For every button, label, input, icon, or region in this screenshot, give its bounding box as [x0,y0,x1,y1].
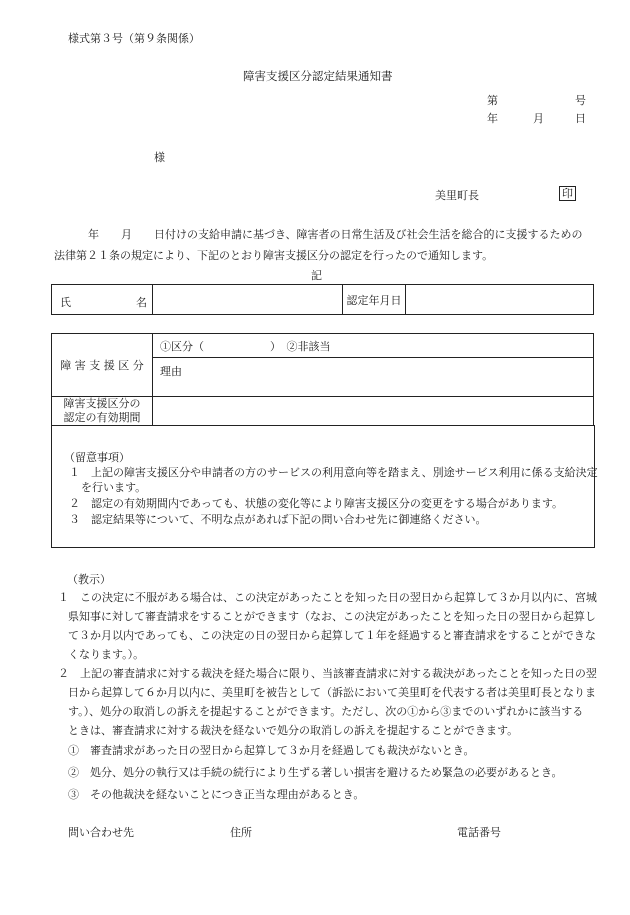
kyoji-line: ① 審査請求があった日の翌日から起算して３か月を経過しても裁決がないとき。 [68,744,475,757]
kyoji-line: 日から起算して６か月以内に、美里町を被告として（訴訟において美里町を代表する者は美里町長となりま [68,686,596,699]
validity-value-cell[interactable] [153,397,594,426]
kyoji-line: 県知事に対して審査請求をすることができます（なお、この決定があったことを知った日の翌日から起算し [68,610,596,623]
reason-cell[interactable] [153,358,594,397]
category-label-cell [52,334,153,397]
doc-number-suffix: 号 [575,94,586,107]
name-label-2: 名 [136,296,147,309]
notes-item-2: ２ 認定の有効期間内であっても、状態の変化等により障害支援区分の変更をする場合があります。 [69,497,564,510]
category-table [51,333,594,426]
body-line-1: 年 月 日付けの支給申請に基づき、障害者の日常生活及び社会生活を総合的に支援するための [88,228,583,241]
kyoji-line: す。）、処分の取消しの訴えを提起することができます。ただし、次の①から③までのいずれかに該当する [68,705,584,718]
validity-label-2: 認定の有効期間 [63,411,141,424]
name-label-cell [52,285,153,315]
date-day: 日 [575,112,586,125]
form-number: 様式第３号（第９条関係） [68,32,200,45]
doc-number-prefix: 第 [487,94,498,107]
category-label: 障 害 支 援 区 分 [60,359,144,372]
contact-label: 問い合わせ先 [68,826,134,839]
seal-mark: 印 [559,186,576,201]
kyoji-line: ときは、審査請求に対する裁決を経ないで処分の取消しの訴えを提起することができます。 [68,724,519,737]
kyoji-line: て３か月以内であっても、この決定の日の翌日から起算して１年を経過すると審査請求をすることができな [68,629,596,642]
recipient-honorific: 様 [154,151,165,164]
issuer-name: 美里町長 [435,189,479,202]
name-label-1: 氏 [60,296,71,309]
cert-date-label-text: 認定年月日 [346,293,402,307]
validity-label-cell [52,397,153,426]
notes-heading: （留意事項） [64,451,130,464]
contact-address-label: 住所 [230,826,252,839]
kyoji-heading: （教示） [67,573,111,586]
date-month: 月 [533,112,544,125]
kyoji-line: １ この決定に不服がある場合は、この決定があったことを知った日の翌日から起算して３か月以内に、宮城 [58,591,597,604]
kyoji-line: ２ 上記の審査請求に対する裁決を経た場合に限り、当該審査請求に対する裁決があったことを知った日の翌 [58,667,597,680]
category-options-cell[interactable] [153,334,594,358]
cert-date-value-cell[interactable] [406,285,594,315]
notes-item-1-line-1: １ 上記の障害支援区分や申請者の方のサービスの利用意向等を踏まえ、別途サービス利用に係る支給決定 [69,466,598,479]
date-year: 年 [487,112,498,125]
notes-item-3: ３ 認定結果等について、不明な点があれば下記の問い合わせ先に御連絡ください。 [69,513,487,526]
body-line-2: 法律第２１条の規定により、下記のとおり障害支援区分の認定を行ったので通知します。 [54,249,494,262]
name-value-cell[interactable] [153,285,343,315]
category-options: ①区分（ ） ②非該当 [160,339,331,353]
contact-phone-label: 電話番号 [457,826,501,839]
reason-label: 理由 [160,365,182,378]
cert-date-label [343,285,406,315]
name-table [51,284,594,315]
kyoji-line: ② 処分、処分の執行又は手続の続行により生ずる著しい損害を避けるため緊急の必要があるとき。 [68,766,563,779]
document-title: 障害支援区分認定結果通知書 [243,69,393,83]
kyoji-line: くなります。）。 [68,648,145,661]
kyoji-line: ③ その他裁決を経ないことにつき正当な理由があるとき。 [68,788,365,801]
ki-label: 記 [311,269,322,282]
validity-label-1: 障害支援区分の [63,397,141,410]
notes-item-1-line-2: を行います。 [81,481,147,494]
notes-box [51,425,598,548]
